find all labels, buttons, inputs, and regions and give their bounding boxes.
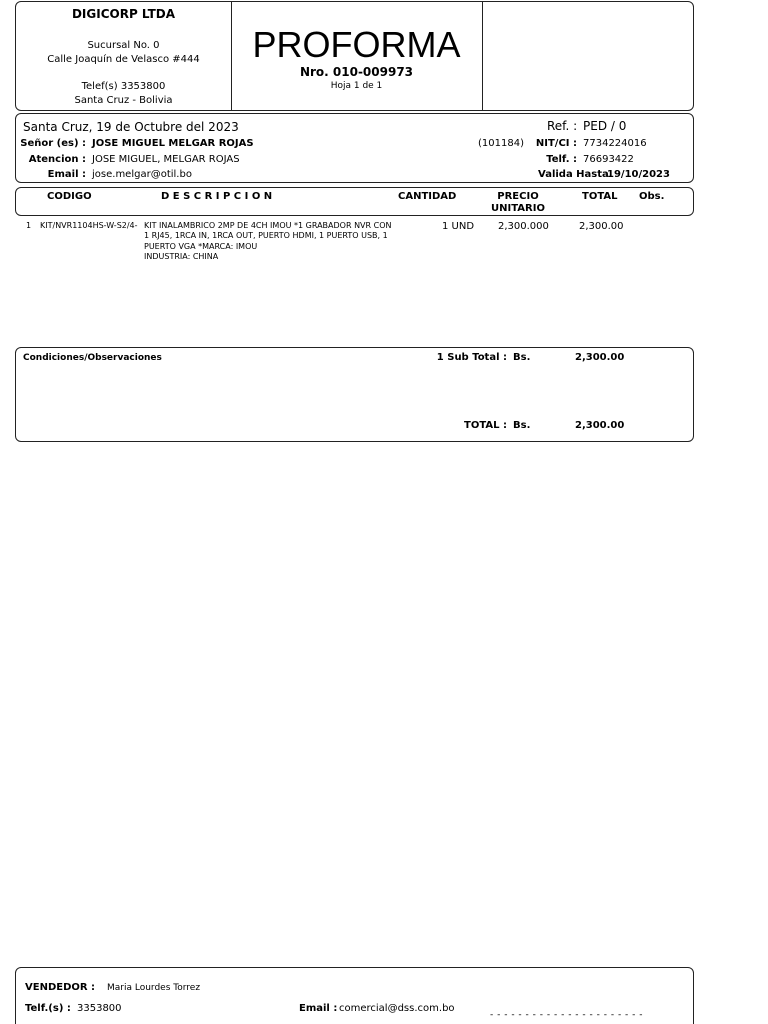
footer-email-value: comercial@dss.com.bo bbox=[339, 1003, 455, 1014]
subtotal-currency: Bs. bbox=[513, 352, 531, 363]
row-desc-line-4: INDUSTRIA: CHINA bbox=[144, 252, 219, 261]
signature-line: - - - - - - - - - - - - - - - - - - - - - - bbox=[490, 1010, 644, 1020]
telf-value: 76693422 bbox=[583, 154, 634, 165]
col-codigo: CODIGO bbox=[47, 191, 92, 202]
footer-box bbox=[15, 967, 694, 1024]
date-line: Santa Cruz, 19 de Octubre del 2023 bbox=[23, 120, 239, 134]
subtotal-label: 1 Sub Total : bbox=[436, 352, 507, 363]
row-number: 1 bbox=[26, 221, 32, 230]
footer-telf-value: 3353800 bbox=[77, 1003, 122, 1014]
nit-label: NIT/CI : bbox=[535, 138, 577, 149]
row-cantidad: 1 UND bbox=[442, 221, 475, 232]
summary-box bbox=[15, 347, 694, 442]
vendedor-value: Maria Lourdes Torrez bbox=[107, 983, 201, 993]
nit-value: 7734224016 bbox=[583, 138, 647, 149]
col-cantidad: CANTIDAD bbox=[398, 191, 457, 202]
row-desc-line-1: KIT INALAMBRICO 2MP DE 4CH IMOU *1 GRABADOR NVR CON bbox=[144, 221, 392, 230]
col-precio-line2: UNITARIO bbox=[491, 203, 545, 214]
ref-value: PED / 0 bbox=[583, 119, 627, 133]
col-total: TOTAL bbox=[582, 191, 618, 202]
senor-value: JOSE MIGUEL MELGAR ROJAS bbox=[92, 138, 254, 149]
company-name: DIGICORP LTDA bbox=[71, 7, 176, 21]
ref-label: Ref. : bbox=[547, 119, 578, 133]
company-phone: Telef(s) 3353800 bbox=[81, 81, 166, 92]
header-divider-right bbox=[482, 2, 483, 110]
row-precio: 2,300.000 bbox=[498, 221, 549, 232]
vendedor-label: VENDEDOR : bbox=[25, 982, 96, 993]
email-label: Email : bbox=[47, 169, 86, 180]
company-address: Calle Joaquín de Velasco #444 bbox=[47, 54, 200, 65]
email-value: jose.melgar@otil.bo bbox=[92, 169, 192, 180]
subtotal-value: 2,300.00 bbox=[575, 352, 625, 363]
telf-label: Telf. : bbox=[546, 154, 577, 165]
total-value: 2,300.00 bbox=[575, 420, 625, 431]
row-desc-line-3: PUERTO VGA *MARCA: IMOU bbox=[144, 242, 258, 251]
col-obs: Obs. bbox=[639, 191, 665, 202]
document-number: Nro. 010-009973 bbox=[299, 65, 414, 79]
client-code: (101184) bbox=[478, 138, 524, 149]
row-codigo: KIT/NVR1104HS-W-S2/4- bbox=[40, 221, 138, 230]
footer-telf-label: Telf.(s) : bbox=[25, 1003, 71, 1014]
row-total: 2,300.00 bbox=[579, 221, 624, 232]
table-header bbox=[15, 187, 694, 216]
col-precio-line1: PRECIO bbox=[497, 191, 539, 202]
senor-label: Señor (es) : bbox=[20, 138, 86, 149]
row-desc-line-2: 1 RJ45, 1RCA IN, 1RCA OUT, PUERTO HDMI, 1 PUERTO USB, 1 bbox=[144, 231, 388, 240]
atencion-value: JOSE MIGUEL, MELGAR ROJAS bbox=[92, 154, 240, 165]
company-city: Santa Cruz - Bolivia bbox=[74, 95, 173, 106]
conditions-label: Condiciones/Observaciones bbox=[23, 353, 162, 363]
total-currency: Bs. bbox=[513, 420, 531, 431]
footer-email-label: Email : bbox=[299, 1003, 338, 1014]
document-title: PROFORMA bbox=[252, 24, 461, 65]
col-descripcion: D E S C R I P C I O N bbox=[161, 191, 273, 202]
total-label: TOTAL : bbox=[464, 420, 507, 431]
valid-value: 19/10/2023 bbox=[607, 169, 670, 180]
company-branch: Sucursal No. 0 bbox=[87, 40, 160, 51]
document-sheet: Hoja 1 de 1 bbox=[330, 81, 383, 91]
header-box bbox=[15, 1, 694, 111]
atencion-label: Atencion : bbox=[28, 154, 86, 165]
valid-label: Valida Hasta bbox=[538, 169, 609, 180]
client-box bbox=[15, 113, 694, 183]
